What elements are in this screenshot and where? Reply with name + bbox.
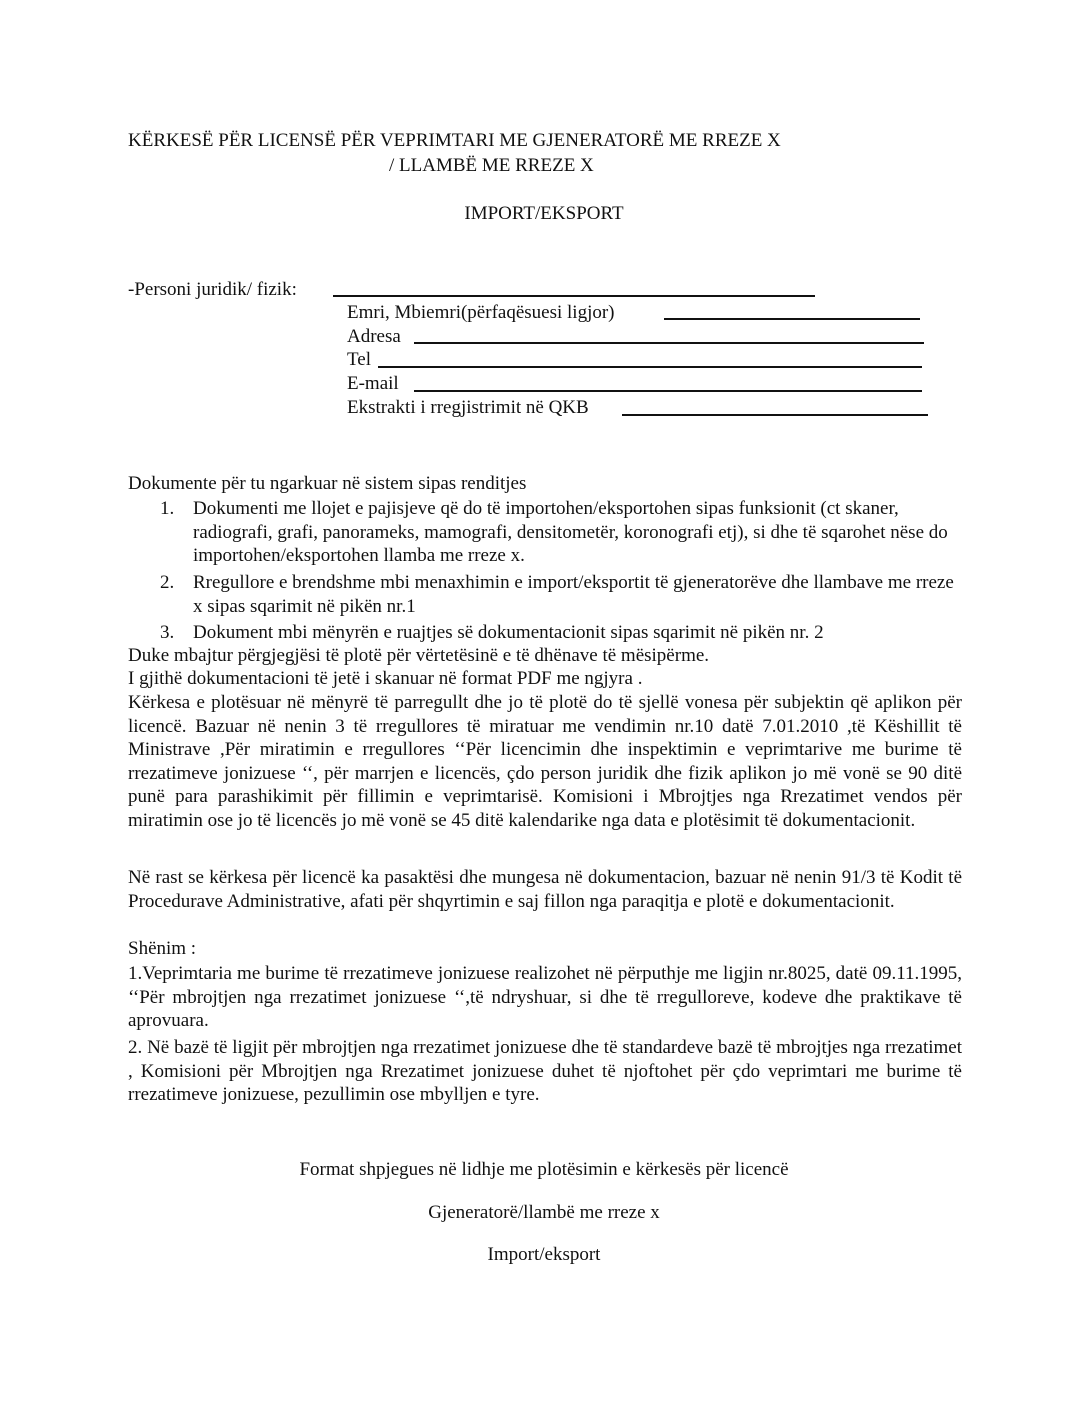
list-item-text: Dokument mbi mënyrën e ruajtjes së dokumentacionit sipas sqarimit në pikën nr. 2 <box>193 622 824 643</box>
document-subtitle: IMPORT/EKSPORT <box>464 203 624 224</box>
person-input-line[interactable] <box>333 295 815 297</box>
footer-line2: Gjeneratorë/llambë me rreze x <box>428 1202 660 1223</box>
list-item-number: 1. <box>160 498 175 519</box>
list-item-text: Rregullore e brendshme mbi menaxhimin e import/eksportit të gjeneratorëve dhe llambave me rreze x sipas sqarimit në pikën nr.1 <box>193 572 954 617</box>
list-item-number: 2. <box>160 572 175 593</box>
field-label-tel: Tel <box>347 349 371 370</box>
list-item <box>160 497 960 568</box>
field-label-qkb: Ekstrakti i rregjistrimit në QKB <box>347 397 589 418</box>
documents-intro: Dokumente për tu ngarkuar në sistem sipas renditjes <box>128 473 527 494</box>
list-item <box>160 571 960 618</box>
note-label: Shënim : <box>128 938 197 959</box>
document-title-line1: KËRKESË PËR LICENSË PËR VEPRIMTARI ME GJENERATORË ME RREZE X <box>128 130 781 151</box>
list-item-text: Dokumenti me llojet e pajisjeve që do të importohen/eksportohen sipas funksionit (ct skaner, radiografi, grafi, panorameks, mamografi, densitometër, koronografi etj), si dhe të sqarohet nëse do importohen/eksportohen llamba me rreze x. <box>193 498 948 566</box>
application-paragraph: Kërkesa e plotësuar në mënyrë të parregullt dhe jo të plotë do të sjellë vonesa për subjektin që aplikon për licencë. Bazuar në nenin 3 të rregullores të miratuar me vendimin nr.10 datë 7.01.2010 ,të Këshillit të Ministrave ,Për miratimin e rregullores ‘‘Për licencimin dhe inspektimin e veprimtarive me burime të rrezatimeve jonizuese ‘‘, për marrjen e licencës, çdo person juridik dhe fizik aplikon jo më vonë se 90 ditë punë para parashikimit për fillimin e veprimtarisë. Komisioni i Mbrojtjes nga Rrezatimet vendos për miratimin ose jo të licencës jo më vonë se 45 ditë kalendarike nga data e plotësimit të dokumentacionit. <box>128 692 962 831</box>
field-input-name[interactable] <box>664 318 920 320</box>
field-label-email: E-mail <box>347 373 399 394</box>
list-item-number: 3. <box>160 622 175 643</box>
list-item <box>160 621 960 645</box>
scan-requirement: I gjithë dokumentacioni të jetë i skanuar në format PDF me ngjyra . <box>128 668 643 689</box>
footer-line3: Import/eksport <box>487 1244 601 1265</box>
field-input-address[interactable] <box>414 342 924 344</box>
field-label-name: Emri, Mbiemri(përfaqësuesi ligjor) <box>347 302 615 323</box>
field-label-address: Adresa <box>347 326 401 347</box>
person-label: -Personi juridik/ fizik: <box>128 279 297 300</box>
field-input-tel[interactable] <box>378 366 922 368</box>
note-item-2: 2. Në bazë të ligjit për mbrojtjen nga rrezatimet jonizuese dhe të standardeve bazë të mbrojtjes nga rrezatimet , Komisioni për Mbrojtjen nga Rrezatimet jonizuese duhet të njoftohet për çdo veprimtari me burime të rrezatimeve jonizuese, pezullimin ose mbylljen e tyre. <box>128 1037 962 1105</box>
note-item-1: 1.Veprimtaria me burime të rrezatimeve jonizuese realizohet në përputhje me ligjin nr.8025, datë 09.11.1995, ‘‘Për mbrojtjen nga rrezatimet jonizuese ‘‘,të ndryshuar, si dhe të rregulloreve, kodeve dhe praktikave të aprovuara. <box>128 963 962 1031</box>
document-title-line2: / LLAMBË ME RREZE X <box>389 155 594 176</box>
field-input-email[interactable] <box>414 390 922 392</box>
deficiency-paragraph: Në rast se kërkesa për licencë ka pasaktësi dhe mungesa në dokumentacion, bazuar në nenin 91/3 të Kodit të Procedurave Administrative, afati për shqyrtimin e saj fillon nga paraqitja e plotë e dokumentacionit. <box>128 867 962 912</box>
footer-line1: Format shpjegues në lidhje me plotësimin e kërkesës për licencë <box>299 1159 789 1180</box>
field-input-qkb[interactable] <box>622 414 928 416</box>
responsibility-statement: Duke mbajtur përgjegjësi të plotë për vërtetësinë e të dhënave të mësipërme. <box>128 645 710 666</box>
